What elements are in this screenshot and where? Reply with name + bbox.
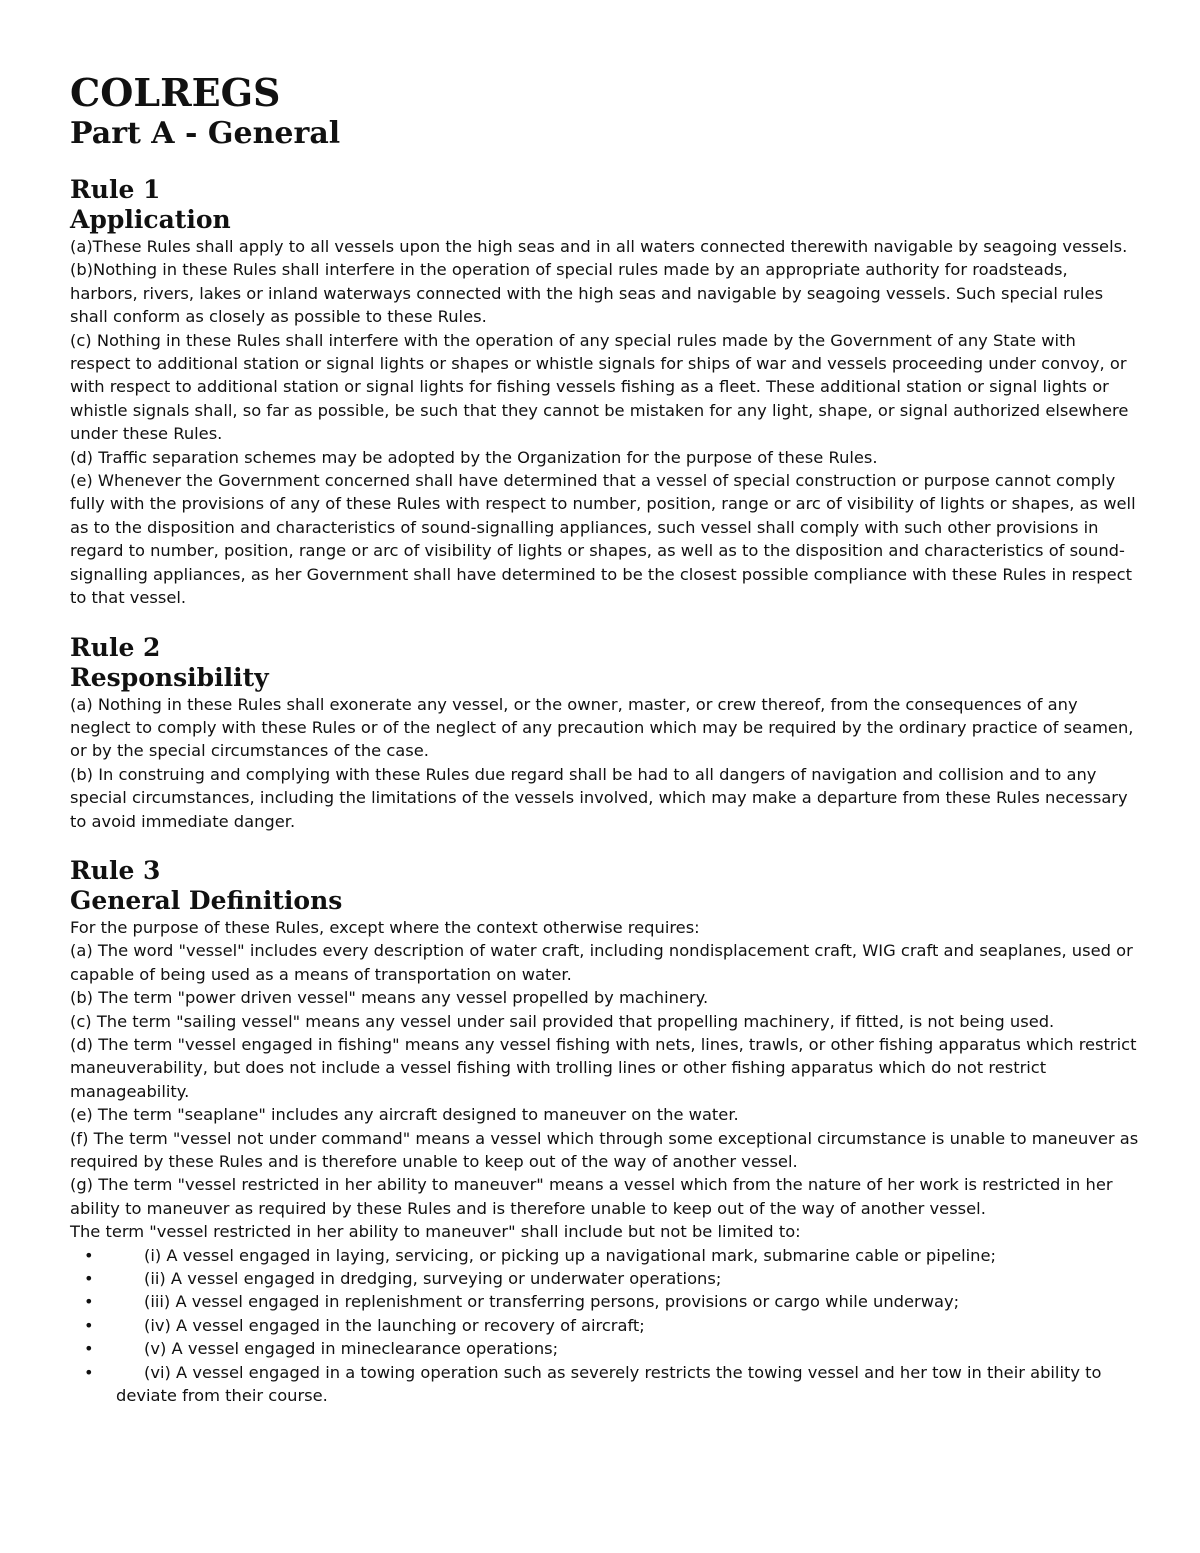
- list-item-text: (vi) A vessel engaged in a towing operation such as severely restricts the towing vessel and her tow in their ability to deviate from their course.: [116, 1362, 1102, 1406]
- list-item: [70, 1244, 1140, 1267]
- rule-paragraph: (d) Traffic separation schemes may be adopted by the Organization for the purpose of these Rules.: [70, 447, 878, 467]
- rule-paragraph: (b) The term "power driven vessel" means any vessel propelled by machinery.: [70, 988, 709, 1008]
- list-item-text: (iii) A vessel engaged in replenishment or transferring persons, provisions or cargo while underway;: [144, 1292, 960, 1312]
- rule-paragraph: (d) The term "vessel engaged in fishing" means any vessel fishing with nets, lines, trawls, or other fishing apparatus which restrict maneuverability, but does not include a vessel fishing with trolling lines or other fishing apparatus which do not restrict manageability.: [70, 1034, 1137, 1101]
- rule-1-section: [70, 174, 1140, 610]
- document-page: [70, 70, 1140, 1429]
- rule-paragraph: The term "vessel restricted in her ability to maneuver" shall include but not be limited to:: [70, 1222, 801, 1242]
- rule-paragraph: (b)Nothing in these Rules shall interfere in the operation of special rules made by an appropriate authority for roadsteads, harbors, rivers, lakes or inland waterways connected with the high seas and navigable by seagoing vessels. Such special rules shall conform as closely as possible to these Rules.: [70, 260, 1104, 327]
- rule-3-section: [70, 855, 1140, 1408]
- list-item: [70, 1267, 1140, 1290]
- rule-paragraph: (f) The term "vessel not under command" means a vessel which through some exceptional circumstance is unable to maneuver as required by these Rules and is therefore unable to keep out of the way of another vessel.: [70, 1128, 1139, 1171]
- rule-heading: General Definitions: [70, 885, 343, 915]
- rule-heading: Application: [70, 205, 231, 234]
- rule-paragraph: (c) The term "sailing vessel" means any vessel under sail provided that propelling machinery, if fitted, is not being used.: [70, 1011, 1055, 1031]
- rule-number: Rule 3: [70, 855, 161, 885]
- list-item-text: (iv) A vessel engaged in the launching or recovery of aircraft;: [144, 1315, 645, 1335]
- rule-number: Rule 1: [70, 175, 161, 204]
- rule-paragraph: (a) Nothing in these Rules shall exonerate any vessel, or the owner, master, or crew thereof, from the consequences of any neglect to comply with these Rules or of the neglect of any precaution which may be required by the ordinary practice of seamen, or by the special circumstances of the case.: [70, 694, 1134, 761]
- list-item: [70, 1361, 1140, 1408]
- bullet-icon: •: [84, 1339, 94, 1359]
- rule-paragraph: For the purpose of these Rules, except where the context otherwise requires:: [70, 917, 700, 937]
- rule-paragraph: (e) The term "seaplane" includes any aircraft designed to maneuver on the water.: [70, 1105, 739, 1125]
- bullet-icon: •: [84, 1362, 94, 1382]
- rule-2-section: [70, 632, 1140, 833]
- rule-paragraph: (b) In construing and complying with these Rules due regard shall be had to all dangers of navigation and collision and to any special circumstances, including the limitations of the vessels involved, which may make a departure from these Rules necessary to avoid immediate danger.: [70, 764, 1128, 831]
- rule-paragraph: (e) Whenever the Government concerned shall have determined that a vessel of special construction or purpose cannot comply fully with the provisions of any of these Rules with respect to number, position, range or arc of visibility of lights or shapes, as well as to the disposition and characteristics of sound-signalling appliances, such vessel shall comply with such other provisions in regard to number, position, range or arc of visibility of lights or shapes, as well as to the disposition and characteristics of sound-signalling appliances, as her Government shall have determined to be the closest possible compliance with these Rules in respect to that vessel.: [70, 471, 1136, 608]
- list-item-text: (ii) A vessel engaged in dredging, surveying or underwater operations;: [144, 1269, 722, 1289]
- rule-number: Rule 2: [70, 632, 161, 662]
- bullet-icon: •: [84, 1245, 94, 1265]
- bullet-icon: •: [84, 1269, 94, 1289]
- rule-heading: Responsibility: [70, 662, 269, 692]
- list-item-text: (i) A vessel engaged in laying, servicing, or picking up a navigational mark, submarine cable or pipeline;: [144, 1245, 996, 1265]
- restricted-vessel-list: [70, 1244, 1140, 1408]
- bullet-icon: •: [84, 1315, 94, 1335]
- rule-paragraph: (a)These Rules shall apply to all vessels upon the high seas and in all waters connected therewith navigable by seagoing vessels.: [70, 237, 1128, 256]
- list-item-text: (v) A vessel engaged in mineclearance operations;: [144, 1339, 559, 1359]
- rule-paragraph: (c) Nothing in these Rules shall interfere with the operation of any special rules made by the Government of any State with respect to additional station or signal lights or shapes or whistle signals for ships of war and vessels proceeding under convoy, or with respect to additional station or signal lights for fishing vessels fishing as a fleet. These additional station or signal lights or whistle signals shall, so far as possible, be such that they cannot be mistaken for any light, shape, or signal authorized elsewhere under these Rules.: [70, 330, 1129, 444]
- list-item: [70, 1290, 1140, 1313]
- rule-paragraph: (g) The term "vessel restricted in her ability to maneuver" means a vessel which from the nature of her work is restricted in her ability to maneuver as required by these Rules and is therefore unable to keep out of the way of another vessel.: [70, 1175, 1113, 1218]
- rule-paragraph: (a) The word "vessel" includes every description of water craft, including nondisplacement craft, WIG craft and seaplanes, used or capable of being used as a means of transportation on water.: [70, 941, 1133, 984]
- list-item: [70, 1314, 1140, 1337]
- bullet-icon: •: [84, 1292, 94, 1312]
- list-item: [70, 1337, 1140, 1360]
- part-title: Part A - General: [70, 116, 341, 151]
- document-title: COLREGS: [70, 70, 281, 115]
